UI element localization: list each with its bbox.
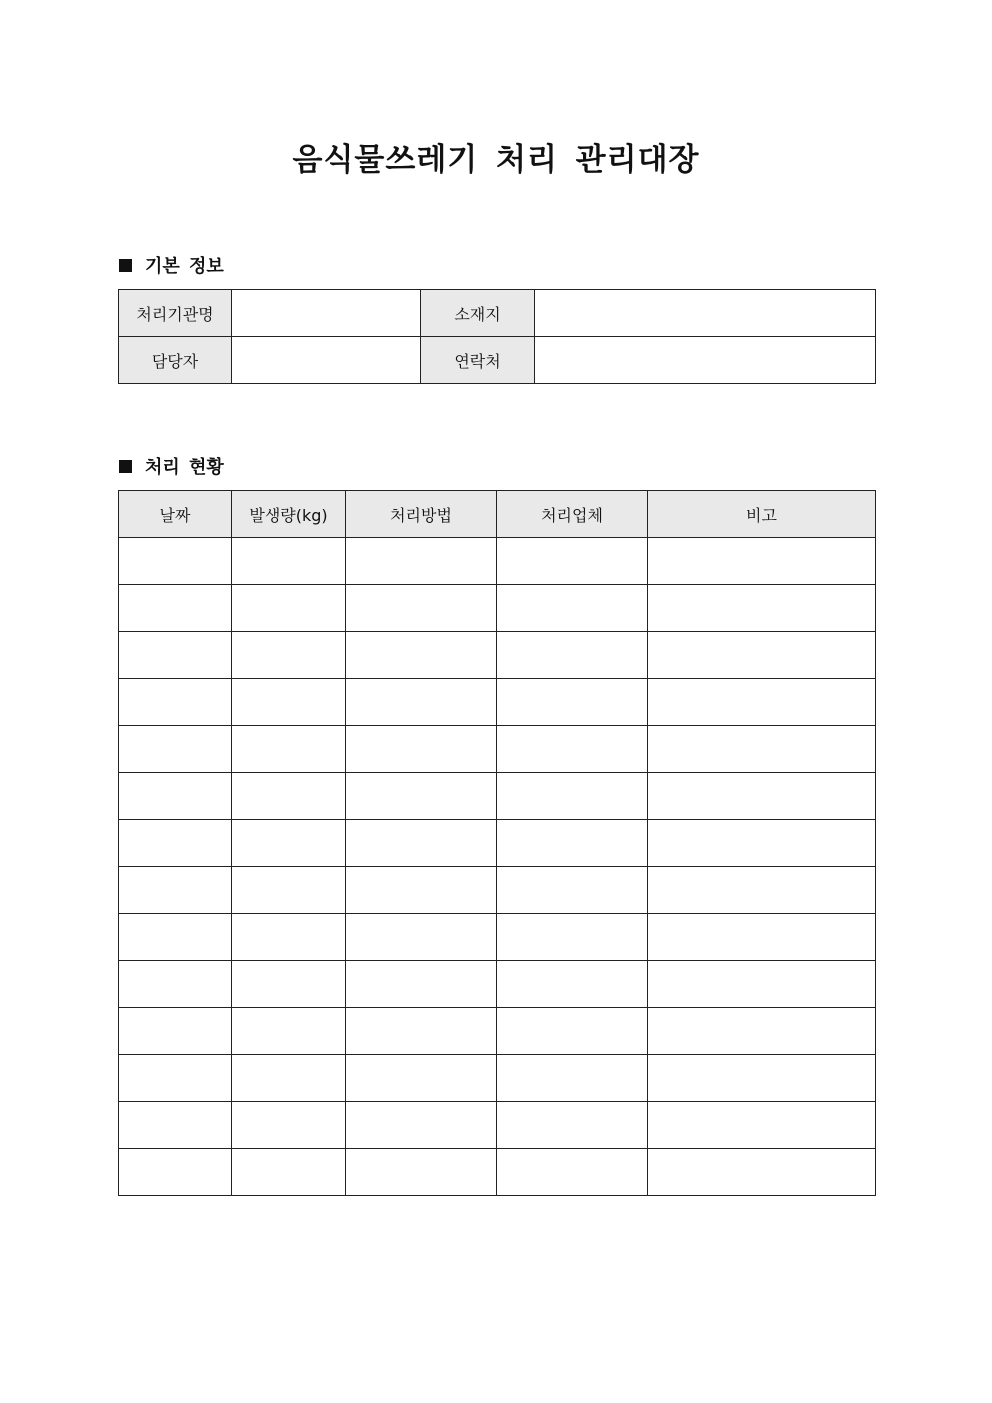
method-cell[interactable]: [346, 820, 497, 867]
date-cell[interactable]: [119, 632, 232, 679]
company-cell[interactable]: [497, 1055, 648, 1102]
date-cell[interactable]: [119, 1102, 232, 1149]
manager-field[interactable]: [232, 337, 421, 384]
date-cell[interactable]: [119, 867, 232, 914]
location-field[interactable]: [535, 290, 876, 337]
table-row: [119, 538, 876, 585]
company-cell[interactable]: [497, 585, 648, 632]
remarks-cell[interactable]: [648, 914, 876, 961]
date-cell[interactable]: [119, 961, 232, 1008]
remarks-cell[interactable]: [648, 820, 876, 867]
amount-cell[interactable]: [232, 538, 346, 585]
company-cell[interactable]: [497, 679, 648, 726]
date-cell[interactable]: [119, 914, 232, 961]
table-row: [119, 1102, 876, 1149]
method-cell[interactable]: [346, 1149, 497, 1196]
section-heading-status: [119, 453, 224, 479]
company-cell[interactable]: [497, 914, 648, 961]
method-cell[interactable]: [346, 914, 497, 961]
method-cell[interactable]: [346, 1008, 497, 1055]
method-cell[interactable]: [346, 773, 497, 820]
amount-cell[interactable]: [232, 1102, 346, 1149]
table-row: [119, 585, 876, 632]
amount-cell[interactable]: [232, 585, 346, 632]
remarks-cell[interactable]: [648, 867, 876, 914]
method-cell[interactable]: [346, 867, 497, 914]
column-header-method: 처리방법: [346, 491, 497, 538]
method-cell[interactable]: [346, 538, 497, 585]
table-row: [119, 914, 876, 961]
contact-field[interactable]: [535, 337, 876, 384]
method-cell[interactable]: [346, 726, 497, 773]
table-row: [119, 1149, 876, 1196]
date-cell[interactable]: [119, 1149, 232, 1196]
date-cell[interactable]: [119, 679, 232, 726]
remarks-cell[interactable]: [648, 1008, 876, 1055]
table-row: [119, 820, 876, 867]
remarks-cell[interactable]: [648, 632, 876, 679]
date-cell[interactable]: [119, 585, 232, 632]
date-cell[interactable]: [119, 726, 232, 773]
status-table: [118, 490, 876, 1196]
amount-cell[interactable]: [232, 773, 346, 820]
date-cell[interactable]: [119, 538, 232, 585]
document-title: 음식물쓰레기 처리 관리대장: [292, 142, 700, 178]
table-row: [119, 867, 876, 914]
amount-cell[interactable]: [232, 1055, 346, 1102]
institution-name-field[interactable]: [232, 290, 421, 337]
basic-info-row: [119, 290, 876, 337]
method-cell[interactable]: [346, 1102, 497, 1149]
date-cell[interactable]: [119, 773, 232, 820]
remarks-cell[interactable]: [648, 538, 876, 585]
label-institution-name: 처리기관명: [119, 290, 232, 337]
company-cell[interactable]: [497, 1102, 648, 1149]
company-cell[interactable]: [497, 1149, 648, 1196]
label-location: 소재지: [421, 290, 535, 337]
company-cell[interactable]: [497, 538, 648, 585]
company-cell[interactable]: [497, 1008, 648, 1055]
date-cell[interactable]: [119, 820, 232, 867]
remarks-cell[interactable]: [648, 679, 876, 726]
column-header-remarks: 비고: [648, 491, 876, 538]
column-header-amount: 발생량(kg): [232, 491, 346, 538]
method-cell[interactable]: [346, 1055, 497, 1102]
table-row: [119, 1055, 876, 1102]
remarks-cell[interactable]: [648, 961, 876, 1008]
label-contact: 연락처: [421, 337, 535, 384]
table-row: [119, 726, 876, 773]
amount-cell[interactable]: [232, 961, 346, 1008]
amount-cell[interactable]: [232, 726, 346, 773]
table-row: [119, 632, 876, 679]
column-header-date: 날짜: [119, 491, 232, 538]
company-cell[interactable]: [497, 632, 648, 679]
remarks-cell[interactable]: [648, 1102, 876, 1149]
remarks-cell[interactable]: [648, 1055, 876, 1102]
black-square-icon: [119, 259, 132, 272]
table-row: [119, 679, 876, 726]
status-header-row: [119, 491, 876, 538]
label-manager: 담당자: [119, 337, 232, 384]
method-cell[interactable]: [346, 961, 497, 1008]
date-cell[interactable]: [119, 1008, 232, 1055]
amount-cell[interactable]: [232, 1008, 346, 1055]
remarks-cell[interactable]: [648, 1149, 876, 1196]
basic-info-table: [118, 289, 876, 384]
method-cell[interactable]: [346, 679, 497, 726]
remarks-cell[interactable]: [648, 773, 876, 820]
company-cell[interactable]: [497, 820, 648, 867]
table-row: [119, 961, 876, 1008]
company-cell[interactable]: [497, 726, 648, 773]
amount-cell[interactable]: [232, 632, 346, 679]
company-cell[interactable]: [497, 773, 648, 820]
company-cell[interactable]: [497, 961, 648, 1008]
section-heading-label: 기본 정보: [145, 256, 224, 277]
remarks-cell[interactable]: [648, 585, 876, 632]
column-header-company: 처리업체: [497, 491, 648, 538]
section-heading-label: 처리 현황: [145, 457, 224, 478]
method-cell[interactable]: [346, 585, 497, 632]
table-row: [119, 773, 876, 820]
remarks-cell[interactable]: [648, 726, 876, 773]
amount-cell[interactable]: [232, 820, 346, 867]
date-cell[interactable]: [119, 1055, 232, 1102]
amount-cell[interactable]: [232, 1149, 346, 1196]
company-cell[interactable]: [497, 867, 648, 914]
black-square-icon: [119, 460, 132, 473]
method-cell[interactable]: [346, 632, 497, 679]
section-heading-basic-info: [119, 252, 224, 278]
table-row: [119, 1008, 876, 1055]
basic-info-row: [119, 337, 876, 384]
amount-cell[interactable]: [232, 914, 346, 961]
amount-cell[interactable]: [232, 679, 346, 726]
status-table-body: [119, 538, 876, 1196]
amount-cell[interactable]: [232, 867, 346, 914]
